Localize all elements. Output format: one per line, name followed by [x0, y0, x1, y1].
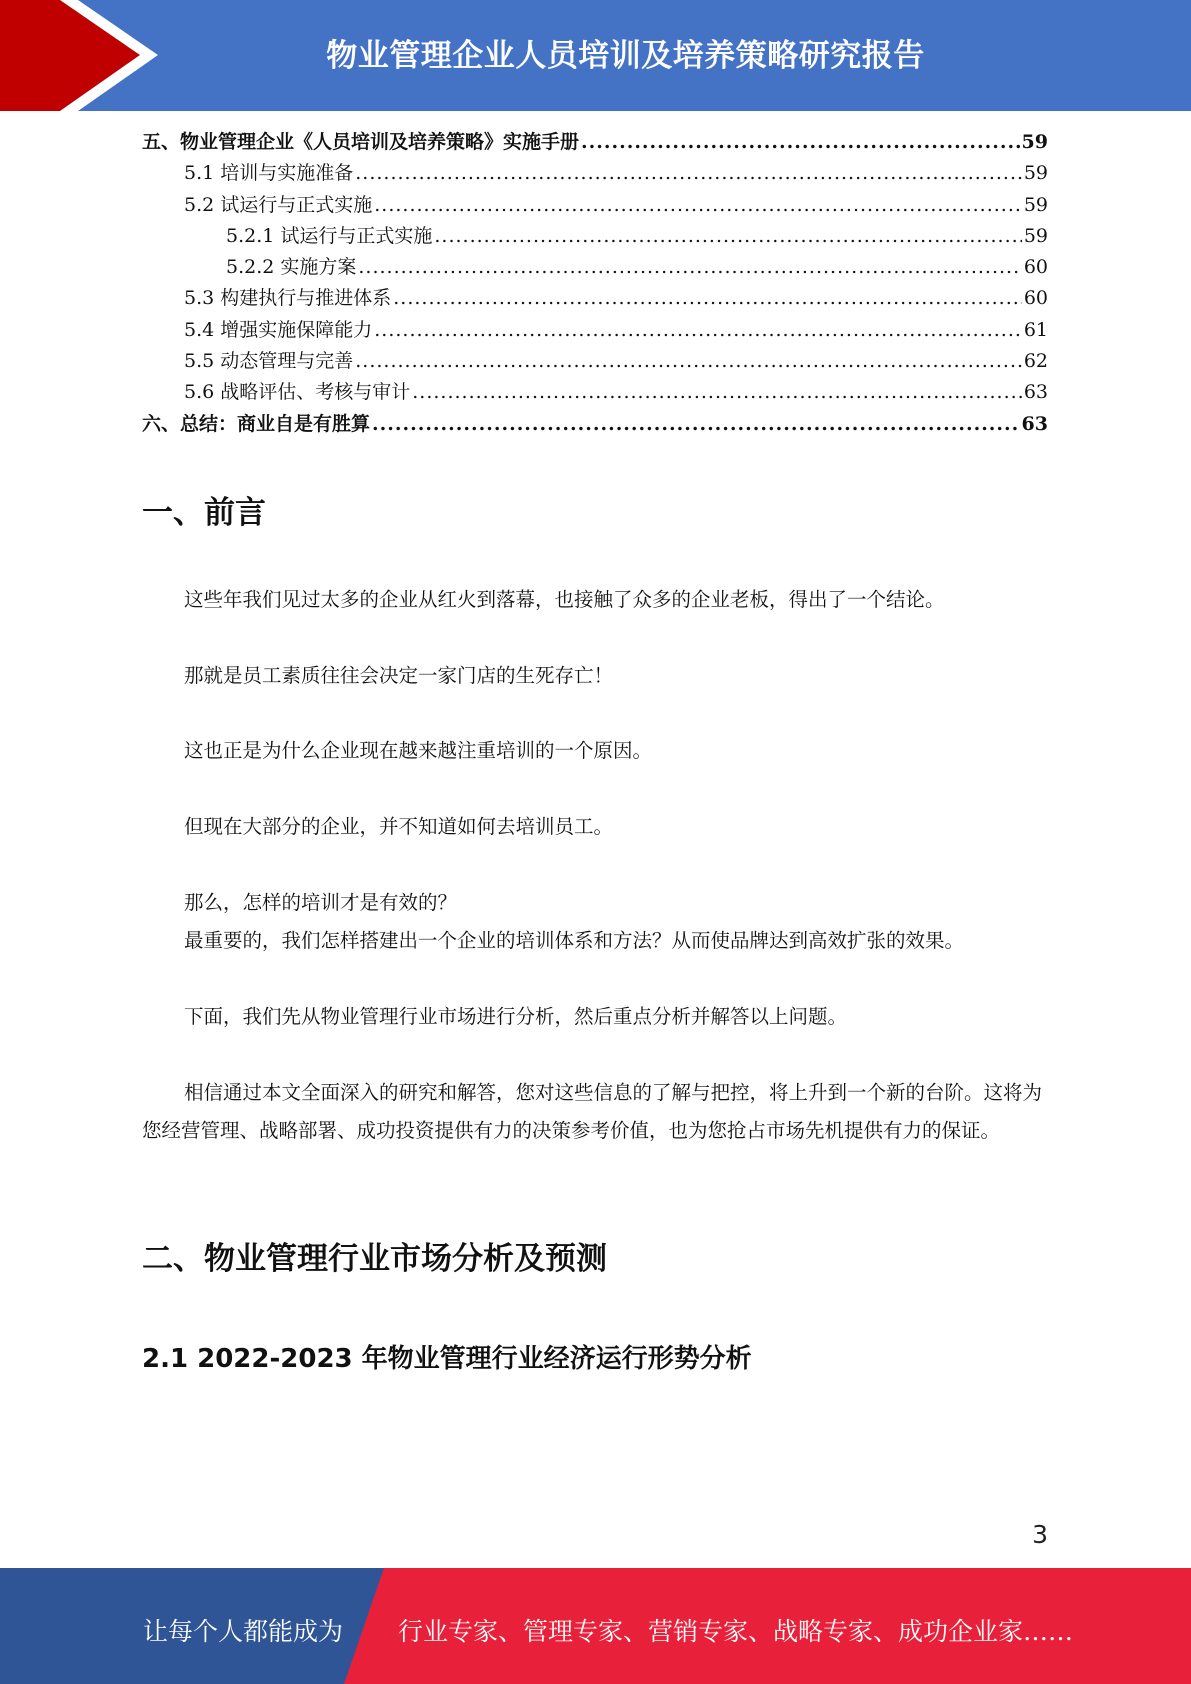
body-paragraph: 这也正是为什么企业现在越来越注重培训的一个原因。 [184, 739, 653, 762]
toc-leader-dots [581, 131, 1020, 153]
body-paragraph: 最重要的，我们怎样搭建出一个企业的培训体系和方法？从而使品牌达到高效扩张的效果。 [184, 929, 965, 952]
toc-entry[interactable] [142, 409, 1048, 440]
table-of-contents [142, 127, 1048, 440]
toc-entry[interactable] [142, 127, 1048, 158]
toc-leader-dots [355, 350, 1022, 372]
body-paragraph: 那就是员工素质往往会决定一家门店的生死存亡！ [184, 664, 614, 687]
toc-entry[interactable] [142, 283, 1048, 314]
toc-entry-title: 5.2 试运行与正式实施 [184, 193, 373, 216]
toc-entry[interactable] [142, 377, 1048, 408]
toc-entry-page: 59 [1021, 131, 1048, 153]
toc-entry-title: 5.4 增强实施保障能力 [184, 318, 373, 341]
body-paragraph: 下面，我们先从物业管理行业市场进行分析，然后重点分析并解答以上问题。 [184, 1005, 848, 1028]
toc-leader-dots [374, 319, 1022, 341]
toc-entry-title: 5.5 动态管理与完善 [184, 350, 354, 373]
subsection-heading: 2.1 2022-2023 年物业管理行业经济运行形势分析 [142, 1344, 752, 1374]
toc-leader-dots [374, 194, 1022, 216]
toc-entry-page: 59 [1023, 193, 1048, 216]
toc-entry-page: 63 [1023, 381, 1048, 404]
toc-entry-title: 5.2.2 实施方案 [226, 256, 357, 279]
toc-entry-page: 59 [1023, 162, 1048, 185]
section-heading-market-analysis: 二、物业管理行业市场分析及预测 [142, 1241, 607, 1277]
toc-entry-title: 5.3 构建执行与推进体系 [184, 287, 392, 310]
toc-entry-title: 5.2.1 试运行与正式实施 [226, 224, 433, 247]
toc-entry-page: 61 [1023, 318, 1048, 341]
toc-entry-page: 60 [1023, 256, 1048, 279]
toc-leader-dots [434, 225, 1021, 247]
toc-entry[interactable] [142, 315, 1048, 346]
toc-entry[interactable] [142, 252, 1048, 283]
toc-entry-title: 5.1 培训与实施准备 [184, 162, 354, 185]
toc-leader-dots [372, 413, 1020, 435]
toc-entry-title: 六、总结：商业自是有胜算 [142, 412, 371, 435]
toc-leader-dots [355, 162, 1022, 184]
body-paragraph: 那么，怎样的培训才是有效的？ [184, 891, 458, 914]
toc-entry[interactable] [142, 190, 1048, 221]
page-number: 3 [1032, 1520, 1048, 1549]
page-header [0, 0, 1191, 111]
toc-entry-page: 59 [1023, 224, 1048, 247]
toc-entry-page: 60 [1023, 287, 1048, 310]
body-paragraph: 相信通过本文全面深入的研究和解答，您对这些信息的了解与把控，将上升到一个新的台阶。这将为您经营管理、战略部署、成功投资提供有力的决策参考价值，也为您抢占市场先机提供有力的保证。 [142, 1081, 1043, 1142]
footer-slogan-right: 行业专家、管理专家、营销专家、战略专家、成功企业家…… [398, 1617, 1074, 1646]
toc-entry-page: 62 [1023, 350, 1048, 373]
toc-leader-dots [358, 256, 1021, 278]
toc-entry[interactable] [142, 346, 1048, 377]
footer-slogan-left: 让每个人都能成为 [143, 1617, 344, 1646]
toc-entry[interactable] [142, 221, 1048, 252]
body-paragraph: 但现在大部分的企业，并不知道如何去培训员工。 [184, 815, 614, 838]
toc-entry[interactable] [142, 158, 1048, 189]
toc-entry-title: 五、物业管理企业《人员培训及培养策略》实施手册 [142, 131, 580, 153]
page-footer [0, 1568, 1191, 1684]
body-paragraph: 这些年我们见过太多的企业从红火到落幕，也接触了众多的企业老板，得出了一个结论。 [184, 588, 945, 611]
section-heading-preface: 一、前言 [142, 495, 266, 531]
toc-leader-dots [393, 287, 1022, 309]
toc-entry-page: 63 [1021, 412, 1048, 435]
toc-leader-dots [412, 381, 1022, 403]
report-title: 物业管理企业人员培训及培养策略研究报告 [326, 38, 925, 74]
toc-entry-title: 5.6 战略评估、考核与审计 [184, 381, 411, 404]
